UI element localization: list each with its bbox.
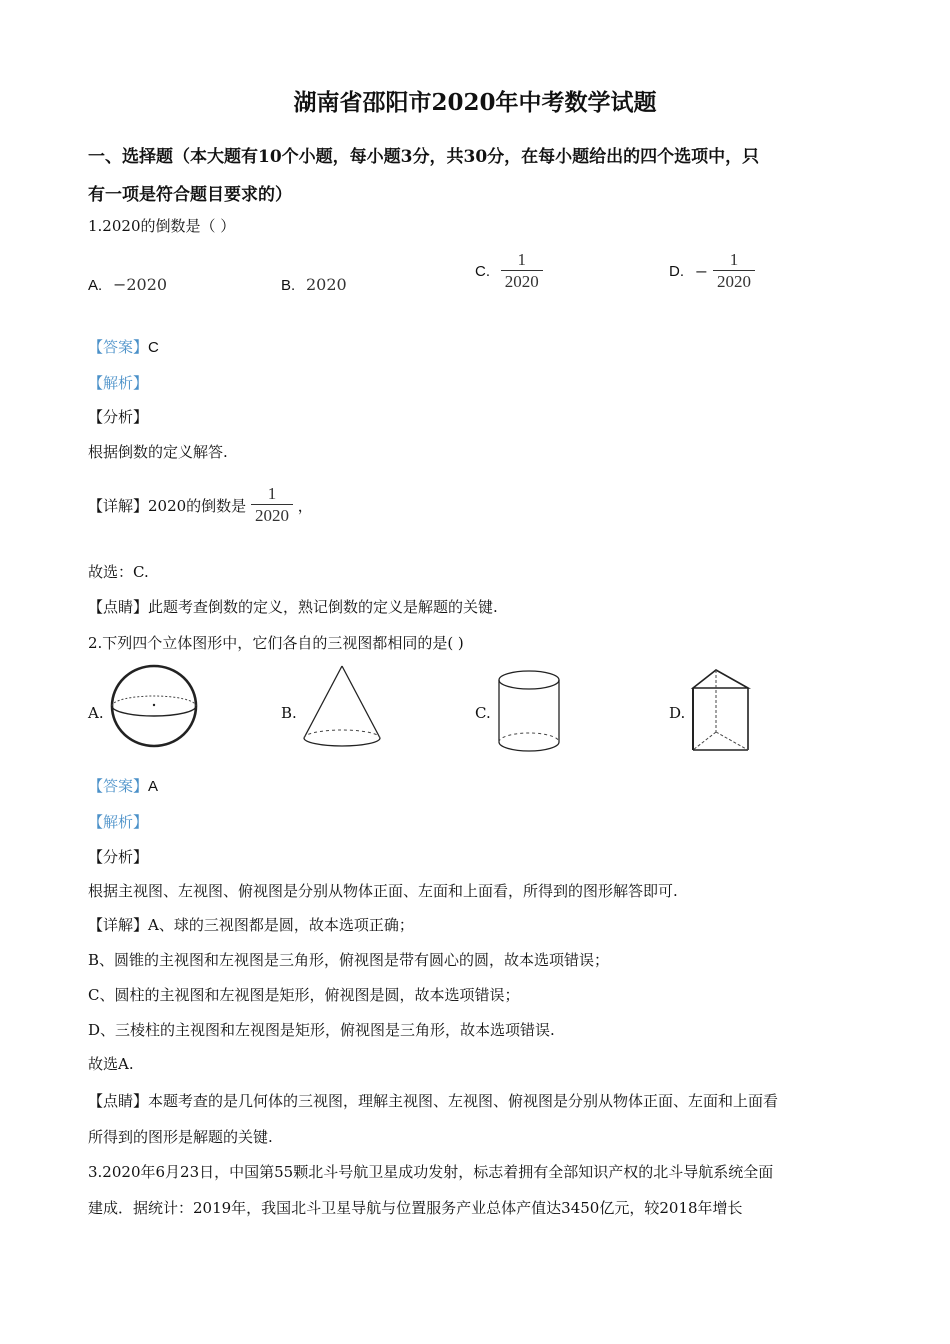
q2-answer-tag: 【答案】: [88, 777, 149, 795]
q1-detail-numerator: 1: [267, 484, 277, 503]
q1-option-c-denominator: 2020: [501, 270, 543, 293]
q1-option-d-denominator: 2020: [713, 270, 755, 293]
q1-option-c-fraction: [501, 250, 543, 293]
q1-detail-suffix: ，: [297, 497, 313, 515]
q2-option-b-label: B.: [281, 704, 297, 722]
q1-stem: 1.2020的倒数是（ ）: [88, 217, 236, 235]
sphere-figure: [108, 664, 200, 748]
section-heading-line1: 一、选择题（本大题有10个小题，每小题3分，共30分，在每小题给出的四个选项中，只: [88, 147, 760, 167]
q1-detail-fraction: [251, 484, 293, 527]
q2-option-a-label: A.: [88, 704, 104, 722]
q1-option-c-label: C.: [475, 263, 490, 280]
q1-option-d-fraction: [713, 250, 755, 293]
q1-choose: 故选：C.: [88, 563, 149, 581]
q1-option-c-numerator: 1: [517, 250, 527, 269]
q2-detail-b: B、圆锥的主视图和左视图是三角形，俯视图是带有圆心的圆，故本选项错误；: [88, 951, 610, 969]
q3-stem-line2: 建成．据统计：2019年，我国北斗卫星导航与位置服务产业总体产值达3450亿元，较2018年增长: [88, 1199, 743, 1217]
q2-stem: 2.下列四个立体图形中，它们各自的三视图都相同的是( ): [88, 634, 464, 652]
q1-option-a-value: −2020: [112, 275, 168, 294]
q1-fenxi-text: 根据倒数的定义解答.: [88, 443, 228, 461]
q1-answer: [88, 336, 159, 357]
q2-comment-line2: 所得到的图形是解题的关键.: [88, 1128, 273, 1146]
q1-comment: 【点睛】此题考查倒数的定义，熟记倒数的定义是解题的关键.: [88, 598, 498, 616]
q2-detail-c: C、圆柱的主视图和左视图是矩形，俯视图是圆，故本选项错误；: [88, 986, 520, 1004]
q1-option-b-value: 2020: [305, 275, 347, 294]
q2-answer: [88, 775, 158, 796]
q2-fenxi-text: 根据主视图、左视图、俯视图是分别从物体正面、左面和上面看，所得到的图形解答即可.: [88, 882, 678, 900]
q2-fenxi-tag: 【分析】: [88, 848, 149, 866]
q1-option-d: [669, 250, 755, 293]
q2-answer-value: A: [148, 778, 159, 795]
section-heading-line2: 有一项是符合题目要求的）: [88, 185, 292, 205]
q2-detail-a: 【详解】A、球的三视图都是圆，故本选项正确；: [88, 916, 414, 934]
triangular-prism-figure: [690, 668, 754, 754]
q1-answer-value: C: [148, 339, 159, 356]
q2-option-c-label: C.: [475, 704, 491, 722]
q1-fenxi-tag: 【分析】: [88, 408, 149, 426]
page-title: 湖南省邵阳市2020年中考数学试题: [293, 89, 657, 116]
q1-option-d-sign: −: [694, 262, 709, 281]
q2-comment-line1: 【点睛】本题考查的是几何体的三视图，理解主视图、左视图、俯视图是分别从物体正面、左面和上面看: [88, 1092, 779, 1110]
q3-stem-line1: 3.2020年6月23日，中国第55颗北斗号航卫星成功发射，标志着拥有全部知识产权的北斗导航系统全面: [88, 1163, 774, 1181]
q1-option-d-label: D.: [669, 263, 684, 280]
q1-option-a: [88, 275, 167, 294]
cylinder-figure: [498, 670, 560, 754]
q1-option-b-label: B.: [281, 277, 296, 294]
q1-option-c: [475, 250, 543, 293]
q1-detail: [88, 484, 313, 527]
q1-detail-denominator: 2020: [251, 504, 293, 527]
cone-figure: [302, 664, 382, 750]
q1-option-d-numerator: 1: [729, 250, 739, 269]
q1-analysis-tag: 【解析】: [88, 374, 149, 392]
q2-detail-d: D、三棱柱的主视图和左视图是矩形，俯视图是三角形，故本选项错误.: [88, 1021, 555, 1039]
q1-detail-prefix: 【详解】2020的倒数是: [88, 497, 247, 515]
q1-option-b: [281, 275, 347, 294]
q2-choose: 故选A.: [88, 1055, 134, 1073]
q2-option-d-label: D.: [669, 704, 686, 722]
q1-answer-tag: 【答案】: [88, 338, 149, 356]
q1-option-a-label: A.: [88, 277, 103, 294]
q2-analysis-tag: 【解析】: [88, 813, 149, 831]
